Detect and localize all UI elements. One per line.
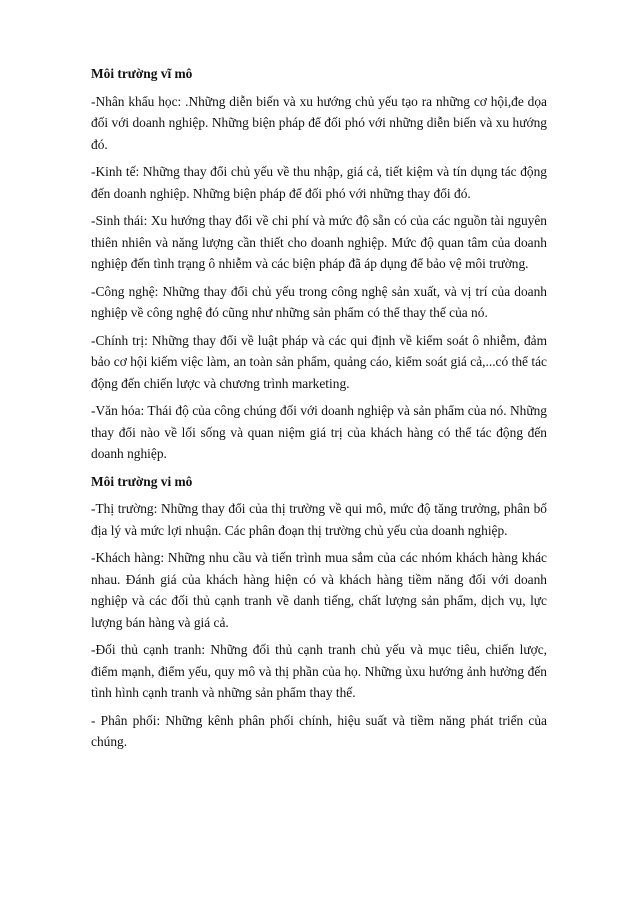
document-page bbox=[91, 63, 547, 759]
paragraph-politics: -Chính trị: Những thay đổi về luật pháp và các qui định về kiểm soát ô nhiễm, đảm bảo cơ hội kiếm việc làm, an toàn sản phẩm, quảng cáo, kiểm soát giá cả,...có thể tác động đến chiến lược và chương trình marketing. bbox=[91, 332, 547, 391]
paragraph-competitors: -Đối thủ cạnh tranh: Những đối thủ cạnh tranh chủ yếu và mục tiêu, chiến lược, điểm mạnh, điểm yếu, quy mô và thị phần của họ. Những ủxu hướng ảnh hưởng đến tình hình cạnh tranh và những sản phẩm thay thế. bbox=[91, 642, 547, 700]
section-heading-macro: Môi trường vĩ mô bbox=[91, 66, 193, 81]
paragraph-culture: -Văn hóa: Thái độ của công chúng đối với doanh nghiệp và sản phẩm của nó. Những thay đổi nào về lối sống và quan niệm giá trị của khách hàng có thể tác động đến doanh nghiệp. bbox=[91, 403, 547, 461]
paragraph-economy: -Kinh tế: Những thay đổi chủ yếu về thu nhập, giá cả, tiết kiệm và tín dụng tác động đến doanh nghiệp. Những biện pháp để đối phó với những thay đổi đó. bbox=[91, 164, 547, 201]
paragraph-market: -Thị trường: Những thay đổi của thị trường về qui mô, mức độ tăng trưởng, phân bố địa lý và mức lợi nhuận. Các phân đoạn thị trường chủ yếu của doanh nghiệp. bbox=[91, 501, 547, 538]
paragraph-ecology: -Sinh thái: Xu hướng thay đổi về chi phí và mức độ sẵn có của các nguồn tài nguyên thiên nhiên và năng lượng cần thiết cho doanh nghiệp. Mức độ quan tâm của doanh nghiệp đến tình trạng ô nhiễm và các biện pháp đã áp dụng để bảo vệ môi trường. bbox=[91, 213, 547, 271]
paragraph-distribution: - Phân phối: Những kênh phân phối chính, hiệu suất và tiềm năng phát triển của chúng. bbox=[91, 712, 547, 749]
paragraph-technology: -Công nghệ: Những thay đổi chủ yếu trong công nghệ sản xuất, và vị trí của doanh nghiệp về công nghệ đó cũng như những sản phẩm có thể thay thế của nó. bbox=[91, 283, 547, 320]
section-heading-micro: Môi trường vi mô bbox=[91, 473, 193, 489]
paragraph-demographics: -Nhân khẩu học: .Những diễn biến và xu hướng chủ yếu tạo ra những cơ hội,đe dọa đối với doanh nghiệp. Những biện pháp để đối phó với những diễn biến và xu hướng đó. bbox=[91, 93, 547, 152]
paragraph-customers: -Khách hàng: Những nhu cầu và tiến trình mua sắm của các nhóm khách hàng khác nhau. Đánh giá của khách hàng hiện có và khách hàng tiềm năng đối với doanh nghiệp và các đối thủ cạnh tranh về danh tiếng, chất lượng sản phẩm, dịch vụ, lực lượng bán hàng và giá cả. bbox=[91, 550, 547, 630]
